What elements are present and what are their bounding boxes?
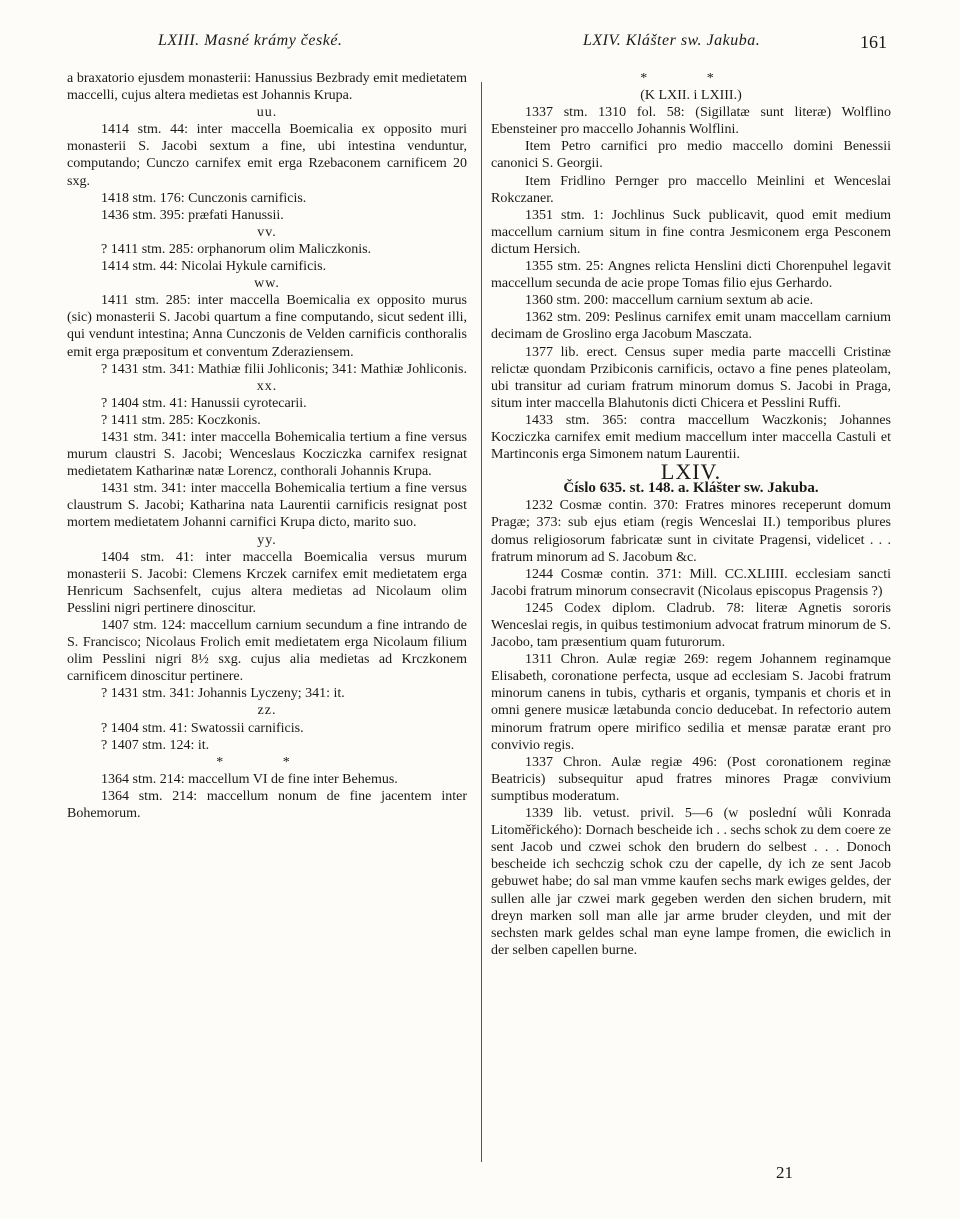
paragraph: ? 1431 stm. 341: Johannis Lyczeny; 341: it.: [101, 686, 345, 702]
paragraph: 1411 stm. 285: inter maccella Boemicalia ex opposito murus (sic) monasterii S. Jacobi quartum a fine computando, sicut sedent illi, qui vendunt intestina; Anna Cunczonis de Velden carnificis conthoralis emit erga præpositum et conventum Zderaziensem.: [67, 293, 467, 360]
paragraph: Item Petro carnifici pro medio maccello domini Benessii canonici S. Georgii.: [491, 139, 891, 172]
paragraph: 1364 stm. 214: maccellum VI de fine inter Behemus.: [101, 771, 398, 787]
paragraph: 1351 stm. 1: Jochlinus Suck publicavit, quod emit medium maccellum carnium situm in fine contra Jesmiconem erga Pesconem dictum Hersich.: [491, 207, 891, 257]
section-heading: uu.: [256, 105, 278, 121]
paragraph: ? 1404 stm. 41: Swatossii carnificis.: [101, 720, 304, 736]
left-column: [67, 70, 467, 822]
column-divider: [481, 82, 482, 1162]
paragraph: 1436 stm. 395: præfati Hanussii.: [101, 207, 284, 223]
chapter-subtitle: Číslo 635. st. 148. a. Klášter sw. Jakuba.: [563, 480, 819, 497]
paragraph: 1245 Codex diplom. Cladrub. 78: literæ Agnetis sororis Wenceslai regis, in quibus testimonium advocat fratrum minorum de S. Jacobo, tam præsentium quam futurorum.: [491, 600, 891, 651]
paragraph: ? 1431 stm. 341: Mathiæ filii Johliconis; 341: Mathiæ Johliconis.: [101, 361, 467, 377]
section-separator: * *: [216, 754, 318, 770]
paragraph: ? 1411 stm. 285: Koczkonis.: [101, 412, 261, 428]
paragraph: ? 1411 stm. 285: orphanorum olim Maliczkonis.: [101, 241, 372, 257]
paragraph: 1311 Chron. Aulæ regiæ 269: regem Johannem reginamque Elisabeth, coronatione perfecta, usque ad ecclesiam S. Jacobi fratrum minorum canens in tubis, cytharis et organis, tympanis et choris et in omni genere musicæ lætabunda concio deducebat. In refectorio autem minorum fratrum opere mirifico sedilia et mensæ paratæ erant pro convivio regis.: [491, 652, 891, 753]
paragraph: 1355 stm. 25: Angnes relicta Henslini dicti Chorenpuhel legavit maccellum secunda de acie prope Tomas filio ejus Gerhardo.: [491, 259, 891, 292]
section-heading: zz.: [257, 703, 277, 719]
paragraph: 1431 stm. 341: inter maccella Bohemicalia tertium a fine versus claustrum S. Jacobi; Katharina nata Laurentii carnificis resignat post mortem medietatem Johanni carnifici Krupa dicto, marito suo.: [67, 481, 467, 531]
paragraph: 1433 stm. 365: contra maccellum Waczkonis; Johannes Kocziczka carnifex emit medium maccellum inter maccella Castuli et Martinconis erga Simonem natum Laurentii.: [491, 412, 891, 463]
page-number: 161: [860, 32, 887, 52]
section-heading: xx.: [256, 378, 278, 394]
signature-mark: 21: [776, 1163, 793, 1182]
paragraph: 1364 stm. 214: maccellum nonum de fine jacentem inter Bohemorum.: [67, 788, 467, 822]
paragraph: 1360 stm. 200: maccellum carnium sextum ab acie.: [525, 293, 814, 309]
paragraph: 1377 lib. erect. Census super media parte maccelli Cristinæ relictæ quondam Przibiconis carnificis, octavo a fine penes plateolam, ubi transitur ad curiam fratrum minorum domus S. Jacobi in Praga, situm inter maccella Blahutonis dicti Chicera et Pesslini Ruffi.: [491, 344, 891, 411]
paragraph: 1362 stm. 209: Peslinus carnifex emit unam maccellam carnium decimam de Groslino erga Jacobum Masczata.: [491, 310, 891, 343]
chapter-title: LXIV.: [660, 459, 722, 485]
paragraph: ? 1404 stm. 41: Hanussii cyrotecarii.: [101, 395, 307, 411]
right-column: [491, 70, 891, 959]
paragraph: 1232 Cosmæ contin. 370: Fratres minores receperunt domum Pragæ; 373: sub ejus etiam (regis Wenceslai II.) temporibus plures domus religiosorum fabricatæ sunt in civitate Pragensi, videlicet . . . fratrum minorum ad S. Jacobum &c.: [491, 498, 891, 565]
paragraph: 1414 stm. 44: Nicolai Hykule carnificis.: [101, 259, 327, 275]
paragraph: 1414 stm. 44: inter maccella Boemicalia ex opposito muri monasterii S. Jacobi sextum a fine, ubi intestina venduntur, computando; Cunczo carnifex emit erga Rzebaconem carnificem 20 sxg.: [67, 122, 467, 189]
section-heading: yy.: [257, 532, 277, 548]
paragraph: a braxatorio ejusdem monasterii: Hanussius Bezbrady emit medietatem maccelli, cujus altera medietas est Johannis Krupa.: [67, 71, 467, 104]
paragraph: ? 1407 stm. 124: it.: [101, 737, 210, 753]
section-heading: vv.: [257, 224, 277, 240]
running-header-left: LXIII. Masné krámy české.: [158, 32, 343, 49]
running-header-right: LXIV. Klášter sw. Jakuba.: [583, 32, 761, 49]
paragraph: 1407 stm. 124: maccellum carnium secundum a fine intrando de S. Francisco; Nicolaus Frolich emit medietatem erga Nicolaum filium olim Pesslini nigri 8½ sxg. cujus alia medietas ad Krczkonem carnificem dinoscitur pertinere.: [67, 618, 467, 685]
paragraph: 1337 Chron. Aulæ regiæ 496: (Post coronationem reginæ Beatricis) subsequitur apud fratres minores Pragæ convivium sumptibus moderatum.: [491, 754, 891, 804]
paragraph: Item Fridlino Pernger pro maccello Meinlini et Wenceslai Rokczaner.: [491, 173, 891, 206]
paragraph: 1244 Cosmæ contin. 371: Mill. CC.XLIIII. ecclesiam sancti Jacobi fratrum minorum consecravit (Nicolaus episcopus Pragensis ?): [491, 566, 891, 599]
paragraph: 1431 stm. 341: inter maccella Bohemicalia tertium a fine versus murum claustri S. Jacobi; Wenceslaus Kocziczka carnifex resignat medietatem Katharinæ natæ Lorencz, conthorali Johannis Krupa.: [67, 429, 467, 480]
paragraph: 1339 lib. vetust. privil. 5—6 (w poslední wůli Konrada Litoměřického): Dornach bescheide ich . . sechs schok zu dem coere ze sent Jacob und czwei schok den brudern do selbest . . . Donoch bescheide ich sechczig schok czu der capelle, dy ich ze sent Jacob gebuwet habe; do sal man vmme kaufen sechs mark ewiges geldes, der sullen alle jar czwei mark gegeben werden den sichen brudern, mit dreyn marken soll man alle jar arme bruder cleyden, und mit der sechsten mark geldes schal man eyne lampe fromen, die ewiclich in der selben capellen burne.: [491, 806, 891, 958]
paragraph: 1418 stm. 176: Cunczonis carnificis.: [101, 190, 307, 206]
paragraph: 1404 stm. 41: inter maccella Boemicalia versus murum monasterii S. Jacobi: Clemens Krczek carnifex emit medietatem erga Henricum Sachsenfelt, cujus altera medietas ad Nicolaum olim Pesslini nigri pertinere dinoscitur.: [67, 549, 467, 616]
paragraph: 1337 stm. 1310 fol. 58: (Sigillatæ sunt literæ) Wolflino Ebensteiner pro maccello Johannis Wolflini.: [491, 105, 891, 138]
section-separator: * *: [640, 71, 742, 86]
cross-reference: (K LXII. i LXIII.): [640, 88, 742, 104]
section-heading: ww.: [254, 276, 280, 292]
